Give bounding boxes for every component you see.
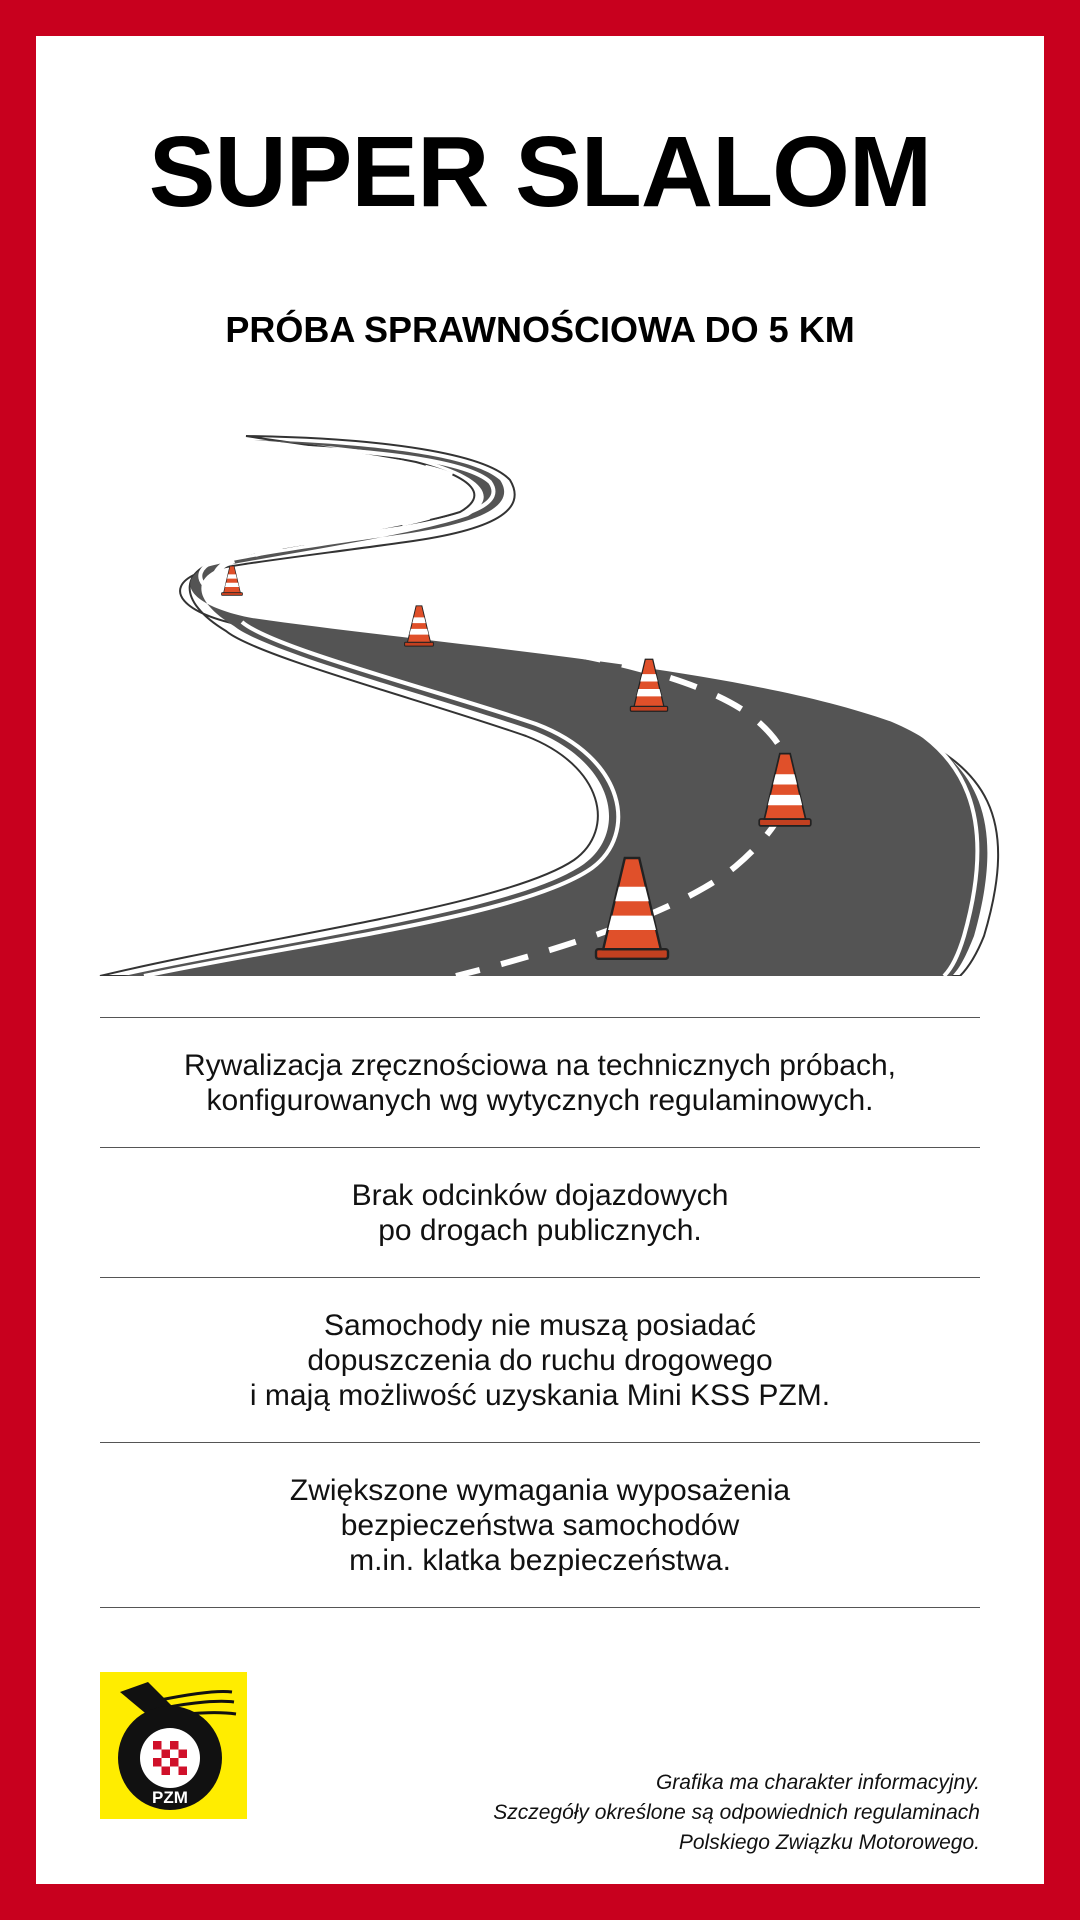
info-point-1 — [100, 1048, 980, 1118]
disclaimer-line: Grafika ma charakter informacyjny. — [655, 1771, 980, 1794]
poster-panel — [36, 36, 1044, 1884]
disclaimer-line: Polskiego Związku Motorowego. — [678, 1831, 980, 1854]
road-illustration — [36, 416, 1044, 976]
info-line: m.in. klatka bezpieczeństwa. — [349, 1544, 731, 1577]
traffic-cone-icon — [222, 566, 243, 595]
info-line: dopuszczenia do ruchu drogowego — [307, 1344, 773, 1377]
divider — [100, 1442, 980, 1443]
disclaimer-line: Szczegóły określone są odpowiednich regulaminach — [493, 1801, 980, 1824]
info-line: Samochody nie muszą posiadać — [324, 1309, 756, 1342]
traffic-cone-icon — [405, 606, 434, 646]
info-line: konfigurowanych wg wytycznych regulaminowych. — [206, 1084, 874, 1117]
pzm-logo — [100, 1672, 247, 1819]
poster-title: SUPER SLALOM — [148, 116, 932, 228]
logo-text: PZM — [152, 1788, 188, 1807]
info-line: Brak odcinków dojazdowych — [351, 1179, 729, 1212]
divider — [100, 1147, 980, 1148]
info-line: Rywalizacja zręcznościowa na technicznych próbach, — [183, 1049, 896, 1082]
info-point-3 — [100, 1308, 980, 1413]
divider — [100, 1017, 980, 1018]
info-point-2 — [100, 1178, 980, 1248]
info-line: i mają możliwość uzyskania Mini KSS PZM. — [249, 1379, 831, 1412]
divider — [100, 1607, 980, 1608]
info-line: po drogach publicznych. — [378, 1214, 702, 1247]
info-line: Zwiększone wymagania wyposażenia — [289, 1474, 791, 1507]
poster-subtitle: PRÓBA SPRAWNOŚCIOWA DO 5 KM — [225, 309, 855, 350]
info-line: bezpieczeństwa samochodów — [340, 1509, 740, 1542]
disclaimer — [420, 1768, 980, 1858]
divider — [100, 1277, 980, 1278]
info-point-4 — [100, 1473, 980, 1578]
